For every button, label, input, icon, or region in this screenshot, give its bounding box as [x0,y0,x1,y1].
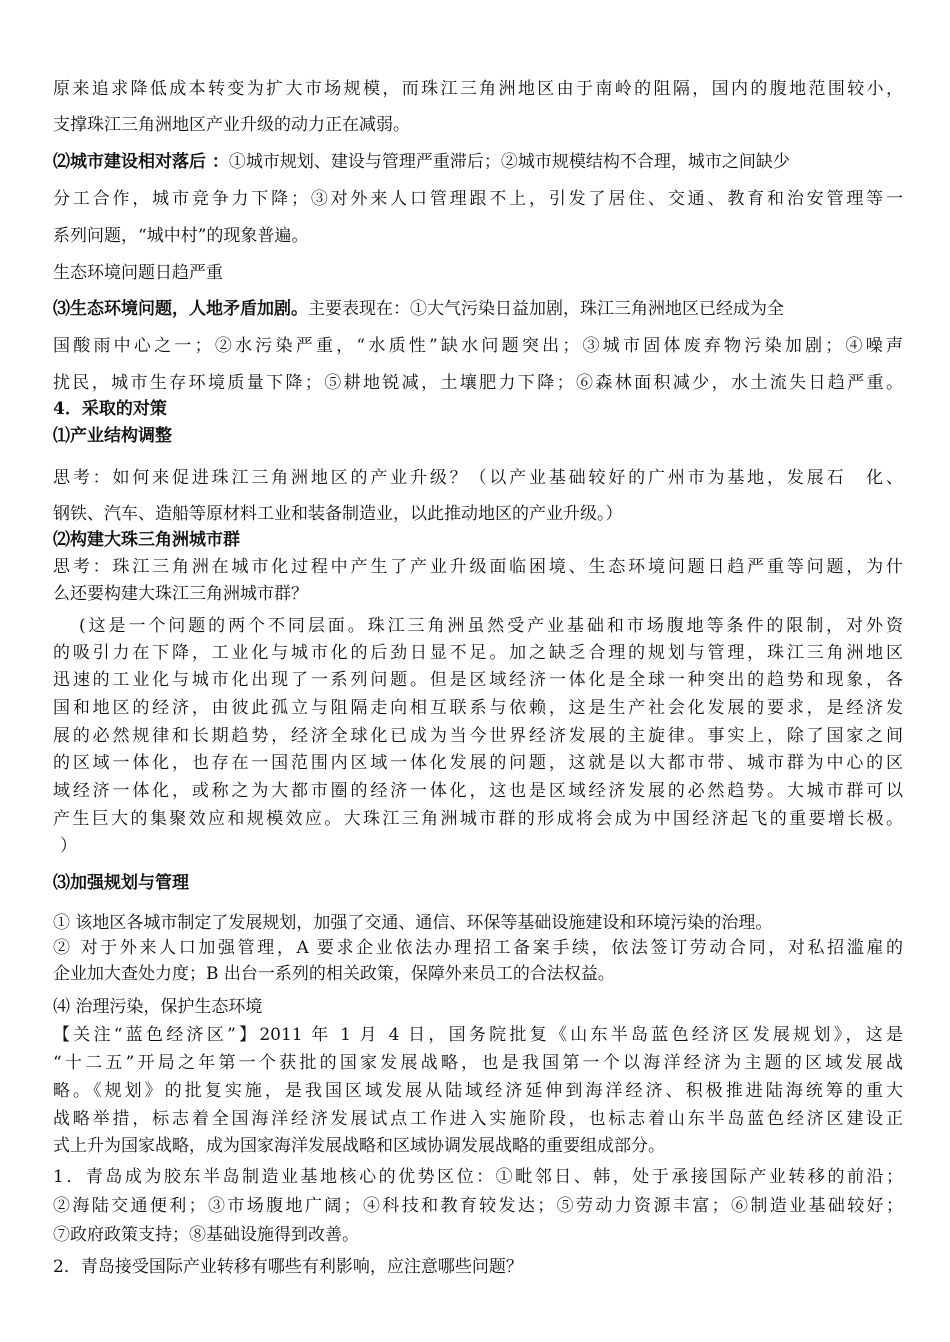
paragraph-line: 迅速的工业化与城市化出现了一系列问题。但是区域经济一体化是全球一种突出的趋势和现象，各 [53,670,903,690]
paragraph-line: 展的必然规律和长期趋势，经济全球化已成为当今世界经济发展的主旋律。事实上，除了国家之间 [53,726,903,746]
section-heading: ⑵构建大珠三角洲城市群 [53,530,240,550]
section-heading: ⑶生态环境问题，人地矛盾加剧。 [53,299,308,319]
paragraph-line: 企业加大查处力度；B 出台一系列的相关政策，保障外来员工的合法权益。 [53,964,615,984]
paragraph-line: 产生巨大的集聚效应和规模效应。大珠江三角洲城市群的形成将会成为中国经济起飞的重要增长极。 [53,809,903,829]
paragraph-line: 的吸引力在下降，工业化与城市化的后劲日显不足。加之缺乏合理的规划与管理，珠江三角洲地区 [53,643,903,663]
paragraph-line: (这是一个问题的两个不同层面。珠江三角洲虽然受产业基础和市场腹地等条件的限制，对外资 [79,616,903,636]
paragraph-line: 思考：珠江三角洲在城市化过程中产生了产业升级面临困境、生态环境问题日趋严重等问题，为什 [53,557,903,577]
section-heading: ⑴产业结构调整 [53,426,172,446]
paragraph-line: 域经济一体化，或称之为大都市圈的经济一体化，这也是区域经济发展的必然趋势。大城市群可以 [53,781,903,801]
paragraph-line: 分工合作，城市竞争力下降；③对外来人口管理跟不上，引发了居住、交通、教育和治安管理等一 [53,189,903,209]
section-heading: ⑵城市建设相对落后 ： [53,152,229,172]
paragraph-line: ⑦政府政策支持；⑧基础设施得到改善。 [53,1225,359,1245]
paragraph-line: 【关注“蓝色经济区”】2011 年 1 月 4 日，国务院批复《山东半岛蓝色经济区发展规划》，这是 [53,1025,903,1045]
paragraph-line: 国酸雨中心之一；②水污染严重，“水质性”缺水问题突出；③城市固体废弃物污染加剧；④噪声 [53,336,903,356]
list-item: ② 对于外来人口加强管理，A 要求企业依法办理招工备案手续，依法签订劳动合同，对私招滥雇的 [53,938,903,958]
paragraph-line: 略。《规划》的批复实施，是我国区域发展从陆域经济延伸到海洋经济、积极推进陆海统筹的重大 [53,1081,903,1101]
paragraph-line: 扰民，城市生存环境质量下降；⑤耕地锐减，土壤肥力下降；⑥森林面积减少，水土流失日趋严重。 [53,373,903,393]
paragraph-line: ②海陆交通便利；③市场腹地广阔；④科技和教育较发达；⑤劳动力资源丰富；⑥制造业基础较好； [53,1196,903,1216]
section-heading: 4．采取的对策 [53,399,167,419]
paragraph-line: “十二五”开局之年第一个获批的国家发展战略，也是我国第一个以海洋经济为主题的区域发展战 [53,1053,903,1073]
paragraph-line: 战略举措，标志着全国海洋经济发展试点工作进入实施阶段，也标志着山东半岛蓝色经济区建设正 [53,1109,903,1129]
paragraph-line: 国和地区的经济，由彼此孤立与阻隔走向相互联系与依赖，这是生产社会化发展的要求，是经济发 [53,698,903,718]
list-item: 2．青岛接受国际产业转移有哪些有利影响，应注意哪些问题？ [53,1257,523,1277]
paragraph-line: 么还要构建大珠江三角洲城市群？ [53,584,308,604]
section-text: ①城市规划、建设与管理严重滞后；②城市规模结构不合理，城市之间缺少 [228,152,790,172]
section-heading: ⑶加强规划与管理 [53,873,189,893]
paragraph-line: 原来追求降低成本转变为扩大市场规模，而珠江三角洲地区由于南岭的阻隔，国内的腹地范围较小， [53,79,903,99]
list-item: 1．青岛成为胶东半岛制造业基地核心的优势区位：①毗邻日、韩，处于承接国际产业转移的前沿； [53,1167,903,1187]
section-text: 主要表现在：①大气污染日益加剧，珠江三角洲地区已经成为全 [308,299,784,319]
paragraph-line: 支撑珠江三角洲地区产业升级的动力正在减弱。 [53,115,410,135]
paragraph-line: ） [60,836,77,856]
paragraph-line: 思考：如何来促进珠江三角洲地区的产业升级？（以产业基础较好的广州市为基地，发展石 化、 [53,468,903,488]
list-item: ① 该地区各城市制定了发展规划，加强了交通、通信、环保等基础设施建设和环境污染的治理。 [53,913,773,933]
paragraph-line: 系列问题，“城中村”的现象普遍。 [53,226,309,246]
section-line [53,151,903,173]
paragraph-line: 式上升为国家战略，成为国家海洋发展战略和区域协调发展战略的重要组成部分。 [53,1136,665,1156]
paragraph-line: 钢铁、汽车、造船等原材料工业和装备制造业，以此推动地区的产业升级。） [53,504,623,524]
subheading: ⑷ 治理污染，保护生态环境 [53,997,263,1017]
paragraph-line: 的区域一体化，也存在一国范围内区域一体化发展的问题，这就是以大都市带、城市群为中心的区 [53,753,903,773]
section-line [53,298,903,320]
subheading: 生态环境问题日趋严重 [53,263,223,283]
